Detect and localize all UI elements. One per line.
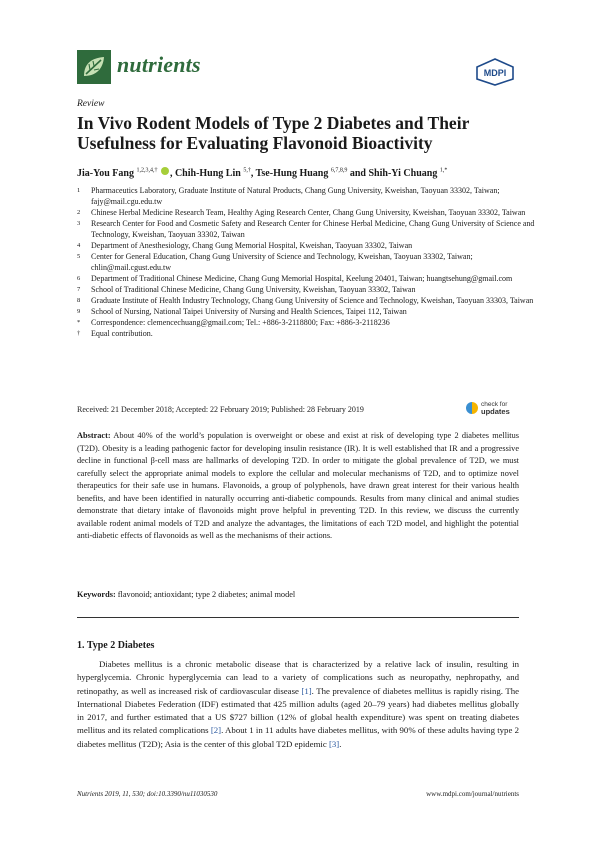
- abstract-label: Abstract:: [77, 431, 111, 440]
- body-text-segment: .: [339, 738, 342, 749]
- author-list: Jia-You Fang $^{1,2,3,4,\dagger}$ , Chih-Hung Lin $^{5,\dagger}$, Tse-Hung Huang $^{6,7,8,9}$ and Shih-Yi Chuang $^{1,*}$: [77, 167, 448, 179]
- publication-dates: Received: 21 December 2018; Accepted: 22 February 2019; Published: 28 February 2019: [77, 405, 364, 414]
- affiliation-item: [77, 273, 537, 284]
- affiliation-text: Research Center for Food and Cosmetic Safety and Research Center for Chinese Herbal Medicine, Chang Gung University of Science and Technology, Kweishan, Taoyuan 33302, Taiwan: [91, 219, 535, 239]
- orcid-icon[interactable]: [161, 167, 169, 175]
- equal-contribution-text: Equal contribution.: [91, 329, 153, 338]
- affiliation-text: School of Nursing, National Taipei University of Nursing and Health Sciences, Taipei 112, Taiwan: [91, 307, 407, 316]
- article-title: In Vivo Rodent Models of Type 2 Diabetes and Their Usefulness for Evaluating Flavonoid Bioactivity: [77, 113, 470, 153]
- affiliation-mark: 1: [77, 187, 81, 194]
- section-divider: [77, 617, 519, 618]
- affiliation-mark: 6: [77, 275, 81, 282]
- abstract: [77, 430, 519, 543]
- affiliation-mark: 5: [77, 253, 81, 260]
- body-text-segment: . The prevalence of diabetes mellitus is rapidly rising. The International Diabetes Federation (IDF) estimated that 425 million adults (aged 20–79 years) had diabetes mellitus globally in 2017, and further estimated that a US $727 billion (12% of global health expenditure) was spent on treating diabetes mellitus and its related complications: [77, 685, 519, 736]
- check-updates-label: [481, 401, 510, 415]
- affiliation-item: [77, 218, 537, 240]
- affiliation-text: School of Traditional Chinese Medicine, Chang Gung University, Kweishan, Taoyuan 33302, Taiwan: [91, 285, 416, 294]
- affiliation-item: [77, 295, 537, 306]
- author-name[interactable]: Shih-Yi Chuang: [368, 168, 438, 179]
- citation-link[interactable]: [2]: [210, 725, 222, 736]
- affiliation-mark: 8: [77, 297, 81, 304]
- mdpi-logo-text: MDPI: [483, 68, 507, 78]
- check-updates-line2: updates: [481, 407, 510, 416]
- citation-link[interactable]: [1]: [301, 685, 312, 696]
- affiliation-mark: †: [77, 330, 81, 337]
- affiliation-mark: 7: [77, 286, 81, 293]
- author-affiliation-marks: 1,*: [439, 167, 448, 174]
- footer-journal-url[interactable]: www.mdpi.com/journal/nutrients: [426, 790, 519, 798]
- body-paragraph: [77, 658, 519, 751]
- affiliation-item: [77, 251, 537, 273]
- affiliation-text: Pharmaceutics Laboratory, Graduate Institute of Natural Products, Chang Gung University, Kweishan, Taoyuan 33302, Taiwan; fajy@mail.cgu.edu.tw: [91, 186, 500, 206]
- affiliation-text: Chinese Herbal Medicine Research Team, Healthy Aging Research Center, Chang Gung University, Kweishan, Taoyuan 33302, Taiwan: [91, 208, 526, 217]
- journal-logo-icon: [77, 50, 111, 84]
- affiliation-mark: 2: [77, 209, 81, 216]
- affiliation-item: [77, 284, 537, 295]
- footer-citation: Nutrients 2019, 11, 530; doi:10.3390/nu11030530: [77, 790, 218, 798]
- author-affiliation-marks: 5,†: [243, 167, 251, 174]
- section-heading: 1. Type 2 Diabetes: [77, 640, 155, 651]
- abstract-text: About 40% of the world’s population is overweight or obese and exist at risk of developing type 2 diabetes mellitus (T2D). Obesity is a leading pathogenic factor for developing insulin resistance (IR). It is well established that IR and a progressive decline in functional β-cell mass are hallmarks of developing T2D. In order to mitigate the global prevalence of T2D, we must carefully select the appropriate animal models to explore the cellular and molecular mechanisms of T2D, and to optimize novel therapeutics for their safe use in humans. Flavonoids, a group of polyphenols, have drawn great interest for their various health benefits, and have been identified in naturally occurring anti-diabetic compounds. Results from many clinical and animal studies demonstrate that dietary intake of flavonoids might prove helpful in preventing T2D. In this review, we discuss the currently available rodent animal models of T2D and analyze the advantages, the limitations of each T2D model, and highlight the potential anti-diabetic effects of flavonoids as well as the mechanisms of their actions.: [77, 431, 519, 540]
- author-name[interactable]: Chih-Hung Lin: [174, 168, 241, 179]
- keywords: [77, 590, 519, 599]
- check-updates-line1: check for: [481, 401, 508, 408]
- affiliation-text: Department of Traditional Chinese Medicine, Chang Gung Memorial Hospital, Keelung 20401, Taiwan; huangtsehung@gmail.com: [91, 274, 513, 283]
- check-updates-icon: [466, 402, 478, 414]
- author-affiliation-marks: 1,2,3,4,†: [136, 167, 158, 174]
- author-name[interactable]: Jia-You Fang: [77, 168, 134, 179]
- affiliation-mark: *: [77, 319, 81, 326]
- keywords-label: Keywords:: [77, 590, 116, 599]
- mdpi-logo-icon: [473, 58, 517, 86]
- affiliation-list: [77, 185, 537, 339]
- correspondence-text: Correspondence: clemencechuang@gmail.com; Tel.: +886-3-2118800; Fax: +886-3-2118236: [91, 318, 390, 327]
- affiliation-text: Department of Anesthesiology, Chang Gung Memorial Hospital, Kweishan, Taoyuan 33302, Taiwan: [91, 241, 413, 250]
- affiliation-mark: 9: [77, 308, 81, 315]
- journal-name: nutrients: [117, 52, 201, 77]
- check-for-updates-button[interactable]: [466, 400, 516, 418]
- affiliation-item: [77, 306, 537, 317]
- affiliation-mark: 4: [77, 242, 81, 249]
- body-text-segment: . About 1 in 11 adults have diabetes mellitus, with 90% of these adults having type 2 diabetes mellitus (T2D); Asia is the center of this global T2D epidemic: [77, 725, 519, 749]
- keywords-text: flavonoid; antioxidant; type 2 diabetes; animal model: [117, 590, 296, 599]
- affiliation-mark: 3: [77, 220, 81, 227]
- citation-link[interactable]: [3]: [328, 738, 340, 749]
- equal-contribution-note: [77, 328, 537, 339]
- affiliation-item: [77, 185, 537, 207]
- correspondence-item: [77, 317, 537, 328]
- author-affiliation-marks: 6,7,8,9: [330, 167, 348, 174]
- affiliation-item: [77, 207, 537, 218]
- affiliation-text: Center for General Education, Chang Gung University of Science and Technology, Kweishan, Taoyuan 33302, Taiwan; chlin@mail.cgust.edu.tw: [91, 252, 473, 272]
- affiliation-item: [77, 240, 537, 251]
- body-text-segment: Diabetes mellitus is a chronic metabolic disease that is characterized by a relative lack of insulin, resulting in hyperglycemia. Chronic hyperglycemia can lead to a variety of complications such as neuropathy, nephropathy, and retinopathy, as well as increased risk of cardiovascular disease: [77, 659, 519, 696]
- author-name[interactable]: Tse-Hung Huang: [255, 168, 329, 179]
- affiliation-text: Graduate Institute of Health Industry Technology, Chang Gung University of Science and Technology, Kweishan, Taoyuan 33303, Taiwan: [91, 296, 534, 305]
- article-type: Review: [77, 99, 105, 109]
